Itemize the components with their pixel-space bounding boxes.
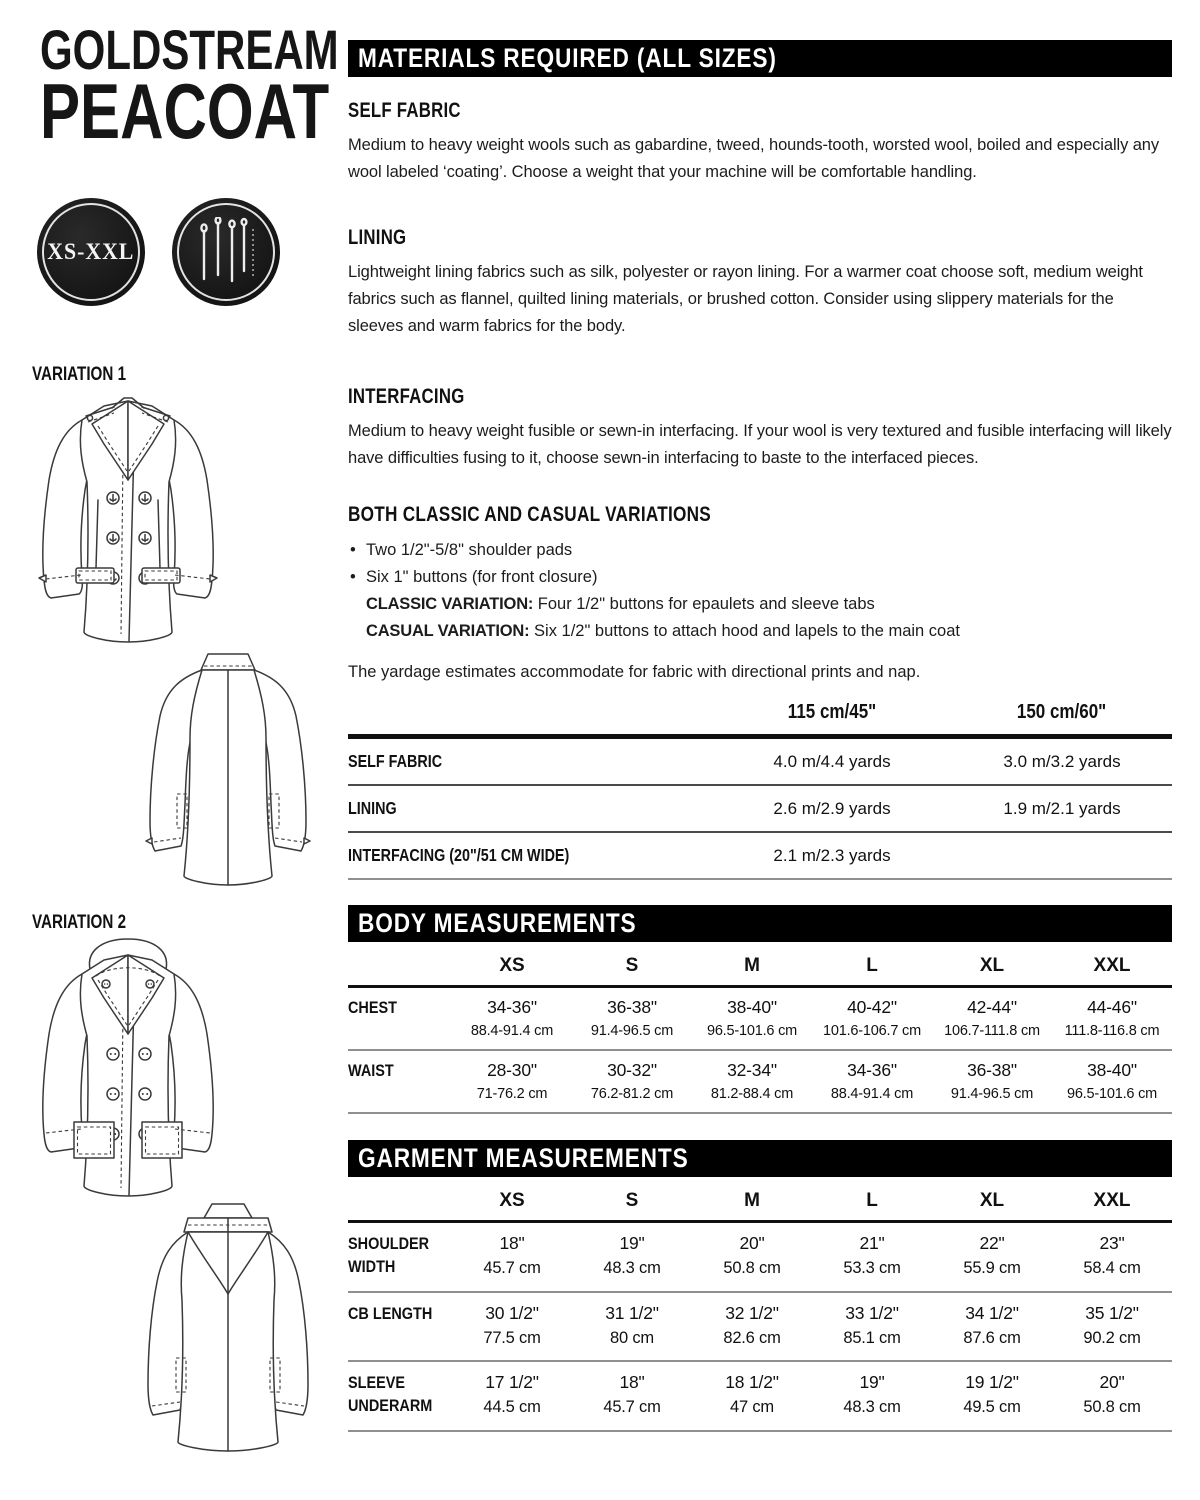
variation2-back-illustration [130,1198,328,1458]
yardage-table [348,701,1172,880]
casual-variation-note: CASUAL VARIATION: Six 1/2" buttons to attach hood and lapels to the main coat [366,621,960,640]
variation1-front-illustration [26,384,232,662]
size-column-header: XS [499,1190,525,1211]
column-header: 115 cm/45" [787,701,877,724]
size-header-row [348,942,1172,988]
variation2-front-illustration [26,934,232,1218]
table-row: SELF FABRIC 4.0 m/4.4 yards 3.0 m/3.2 yards [348,739,1172,786]
size-column-header: S [625,1190,639,1211]
body-measurements-section [348,905,1172,1114]
yardage-note: The yardage estimates accommodate for fabric with directional prints and nap. [348,662,921,681]
yardage-table-header [348,701,1172,739]
materials-header-bar [348,40,1172,77]
variation1-label: VARIATION 1 [32,364,127,385]
size-column-header: XXL [1093,1190,1131,1211]
needles-badge [172,198,280,306]
size-column-header: XXL [1093,955,1131,976]
materials-header-title: MATERIALS REQUIRED (ALL SIZES) [358,43,777,73]
size-column-header: XL [979,955,1005,976]
lining-heading: LINING [348,225,407,249]
self-fabric-heading: SELF FABRIC [348,99,461,122]
self-fabric-paragraph: Medium to heavy weight wools such as gabardine, tweed, hounds-tooth, worsted wool, boiled and especially any wool labeled ‘coating’. Choose a weight that your machine will be comfortable handling. [348,136,1160,181]
variation2-label: VARIATION 2 [32,912,127,933]
interfacing-heading: INTERFACING [348,385,465,409]
size-column-header: XS [499,955,525,976]
size-column-header: M [744,1190,760,1211]
size-range-label: XS-XXL [47,239,135,264]
materials-section [348,40,1172,880]
garment-measurements-header-bar [348,1140,1172,1177]
size-column-header: L [866,1190,878,1211]
lining-paragraph: Lightweight lining fabrics such as silk, polyester or rayon lining. For a warmer coat choose soft, medium weight fabrics such as flannel, quilted lining materials, or brushed cotton. Consider using slippery materials for the sleeves and warm fabrics for the body. [348,262,1143,335]
table-row-chest: CHEST 34-36" 88.4-91.4 cm 36-38" 91.4-96.5 cm 38-40" 96.5-101.6 cm 40-42" 101.6-106.7 cm 42-44" 106.7-111.8 cm 44-46" 111.8-116.8 cm [348,988,1172,1051]
garment-measurements-section [348,1140,1172,1432]
size-range-badge [37,198,145,306]
needles-icon [194,217,258,287]
table-row-sleeve-underarm: SLEEVE UNDERARM 17 1/2" 44.5 cm 18" 45.7 cm 18 1/2" 47 cm 19" 48.3 cm 19 1/2" 49.5 cm 20" 50.8 cm [348,1362,1172,1432]
variations-heading: BOTH CLASSIC AND CASUAL VARIATIONS [348,502,711,527]
body-measurements-header-bar [348,905,1172,942]
table-row: INTERFACING (20"/51 CM WIDE) 2.1 m/2.3 yards [348,833,1172,880]
table-row-shoulder-width: SHOULDER WIDTH 18" 45.7 cm 19" 48.3 cm 20" 50.8 cm 21" 53.3 cm 22" 55.9 cm 23" 58.4 cm [348,1223,1172,1293]
list-item: • Two 1/2"-5/8" shoulder pads [348,537,1172,564]
size-column-header: S [625,955,639,976]
column-header: 150 cm/60" [1017,701,1107,724]
table-row-cb-length: CB LENGTH 30 1/2" 77.5 cm 31 1/2" 80 cm 32 1/2" 82.6 cm 33 1/2" 85.1 cm 34 1/2" 87.6 cm 35 1/2" 90.2 cm [348,1293,1172,1362]
notions-list [348,537,1172,645]
size-column-header: M [744,955,760,976]
table-row-waist: WAIST 28-30" 71-76.2 cm 30-32" 76.2-81.2 cm 32-34" 81.2-88.4 cm 34-36" 88.4-91.4 cm 36-38" 91.4-96.5 cm 38-40" 96.5-101.6 cm [348,1051,1172,1114]
classic-variation-note: CLASSIC VARIATION: Four 1/2" buttons for epaulets and sleeve tabs [366,595,875,614]
table-row: LINING 2.6 m/2.9 yards 1.9 m/2.1 yards [348,786,1172,833]
garment-measurements-title: GARMENT MEASUREMENTS [358,1143,689,1173]
interfacing-paragraph: Medium to heavy weight fusible or sewn-in interfacing. If your wool is very textured and fusible interfacing will likely have difficulties fusing to it, choose sewn-in interfacing to baste to the interfaced pieces. [348,422,1172,468]
size-column-header: L [866,955,878,976]
list-item: • Six 1" buttons (for front closure) [348,564,1172,591]
size-column-header: XL [979,1190,1005,1211]
body-measurements-title: BODY MEASUREMENTS [358,908,637,938]
title-line2: PEACOAT [40,67,330,156]
title-line1: GOLDSTREAM [40,18,339,81]
variation1-back-illustration [128,646,330,890]
size-header-row [348,1177,1172,1223]
